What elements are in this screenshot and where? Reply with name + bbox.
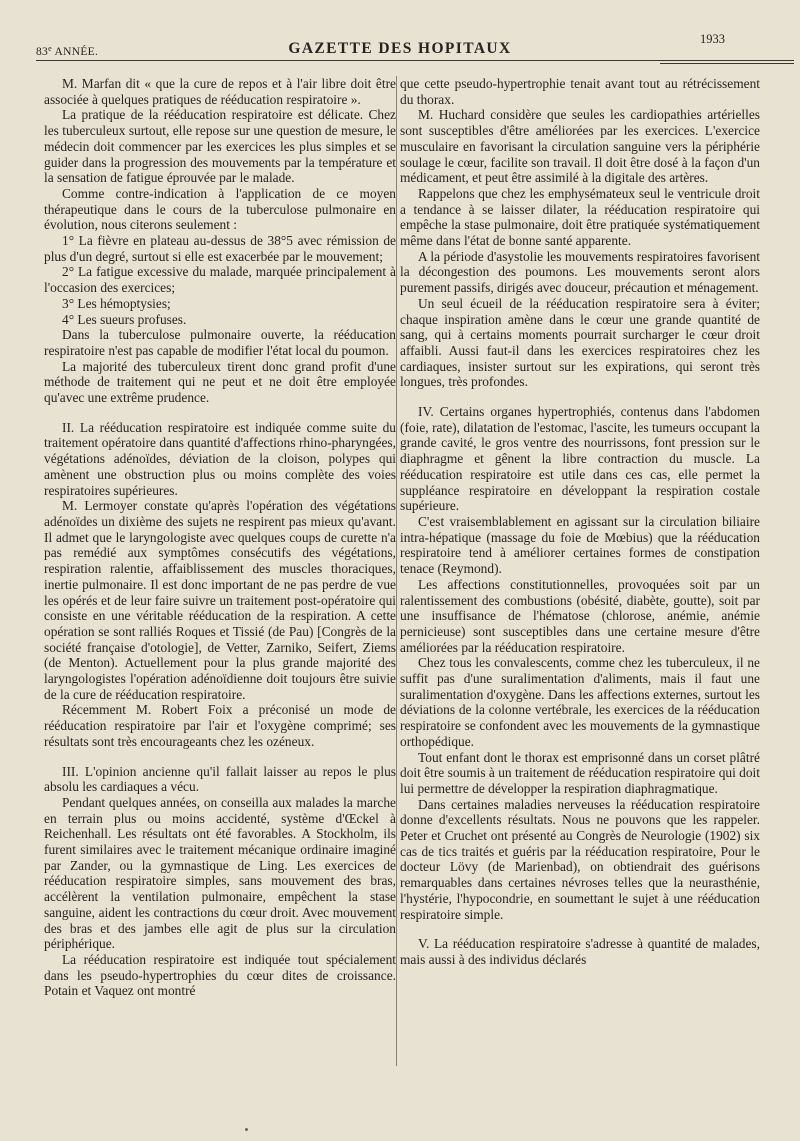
paragraph: C'est vraisemblablement en agissant sur la circulation biliaire intra-hépatique (massage du foie de Mœbius) que la rééducation respiratoire tend à améliorer certaines formes de constipation tenace (Reymond). [400, 513, 760, 577]
left-column [44, 76, 396, 999]
paragraph: M. Lermoyer constate qu'après l'opération des végétations adénoïdes un dixième des sujets ne respirent pas mieux qu'avant. Il admet que le laryngologiste avec quelques coups de curette n'a pas remédié aux symptômes consécutifs des végétations, respiration ralentie, affaiblissement des muscles thoraciques, inertie pulmonaire. Il est donc important de ne pas perdre de vue les opérés et de leur faire suivre un traitement post-opératoire qui consiste en une véritable rééducation de la respiration. A cette opération se sont ralliés Roques et Tissié (de Pau) [Congrès de la société française d'otologie], de Vetter, Zarniko, Seifert, Ziems (de Menton). Actuellement pour la plus grande majorité des laryngologistes l'opération adénoïdienne doit toujours être suivie de la cure de rééducation respiratoire. [44, 498, 396, 702]
paragraph: que cette pseudo-hypertrophie tenait avant tout au rétrécissement du thorax. [400, 76, 760, 107]
list-item: 4° Les sueurs profuses. [62, 311, 187, 327]
paragraph: M. Marfan dit « que la cure de repos et à l'air libre doit être associée à quelques pratiques de rééducation respiratoire ». [44, 76, 396, 107]
paragraph: Rappelons que chez les emphysémateux seul le ventricule droit a tendance à se laisser dilater, la rééducation respiratoire qui empêche la stase pulmonaire, doit être pratiquée systématiquement même dans l'état de bonne santé apparente. [400, 185, 760, 249]
page-number: 1933 [700, 32, 725, 46]
paragraph: Un seul écueil de la rééducation respiratoire sera à éviter; chaque inspiration amène dans le cœur une grande quantité de sang, qui à certains moments pourrait surcharger le cœur droit affaibli. Aussi faut-il dans les exercices respiratoires chez les cardiaques, insister surtout sur les expirations, qui seront très longues, très profondes. [400, 295, 760, 390]
paragraph: M. Huchard considère que seules les cardiopathies artérielles sont susceptibles d'être améliorées par les exercices. L'exercice musculaire en favorisant la circulation sanguine vers la périphérie soulage le cœur, facilite son travail. Il doit être dosé à la façon d'un médicament, et peut être assimilé à la digitale des artères. [400, 107, 760, 186]
section-paragraph: V. La rééducation respiratoire s'adresse à quantité de malades, mais aussi à des individus déclarés [400, 936, 760, 967]
list-item: 2° La fatigue excessive du malade, marquée principalement à l'occasion des exercices; [44, 264, 396, 296]
paragraph: A la période d'asystolie les mouvements respiratoires favorisent la décongestion des poumons. Les mouvements seront alors purement passifs, dirigés avec douceur, précaution et ménagement. [400, 248, 760, 296]
paragraph: Les affections constitutionnelles, provoquées soit par un ralentissement des combustions (obésité, diabète, goutte), soit par une insuffisance de l'hématose (chlorose, anémie, anémie pernicieuse) sont susceptibles dans une certaine mesure d'être améliorées par la rééducation respiratoire. [400, 576, 760, 655]
paragraph: La pratique de la rééducation respiratoire est délicate. Chez les tuberculeux surtout, elle repose sur une question de mesure, le médecin doit commencer par les exercices les plus simples et se guider dans la progression des mouvements par la température et la sensation de fatigue éprouvée par le malade. [44, 107, 396, 186]
paragraph: Tout enfant dont le thorax est emprisonné dans un corset plâtré doit être soumis à un traitement de rééducation respiratoire qui doit lui permettre de développer la respiration diaphragmatique. [400, 749, 760, 796]
section-paragraph: III. L'opinion ancienne qu'il fallait laisser au repos le plus absolu les cardiaques a vécu. [44, 763, 396, 795]
right-column [400, 76, 760, 968]
header-rule-double [660, 63, 794, 64]
header-rule [36, 60, 794, 61]
paragraph: Récemment M. Robert Foix a préconisé un mode de rééducation respiratoire par l'air et l'oxygène comprimé; ses résultats sont très encourageants chez les ozéneux. [44, 702, 396, 749]
list-item: 1° La fièvre en plateau au-dessus de 38°5 avec rémission de plus d'un degré, surtout si elle est exacerbée par le mouvement; [44, 233, 396, 264]
section-paragraph: II. La rééducation respiratoire est indiquée comme suite du traitement opératoire dans quantité d'affections rhino-pharyngées, végétations adénoïdes, déviation de la cloison, polypes qui amènent une obstruction plus ou moins complète des voies respiratoires supérieures. [44, 419, 396, 498]
paragraph: La majorité des tuberculeux tirent donc grand profit d'une méthode de traitement qui ne peut et ne doit être employée qu'avec une extrême prudence. [44, 358, 396, 406]
print-speck [245, 1128, 248, 1131]
journal-title: GAZETTE DES HOPITAUX [288, 40, 512, 57]
list-item: 3° Les hémoptysies; [62, 295, 171, 311]
section-paragraph: IV. Certains organes hypertrophiés, contenus dans l'abdomen (foie, rate), dilatation de l'estomac, l'ascite, les tumeurs occupant la grande cavité, le gros ventre des nourrissons, font pression sur le diaphragme et gênent la libre contraction du muscle. La rééducation respiratoire est utile dans ces cas, elle permet la suppléance respiratoire en développant la respiration costale supérieure. [400, 404, 760, 514]
paragraph: Pendant quelques années, on conseilla aux malades la marche en terrain plus ou moins accidenté, système d'Œckel à Reichenhall. Les résultats ont été favorables. A Stockholm, ils furent similaires avec le traitement mécanique ordinaire imaginé par Zander, ou la gymnastique de Ling. Les exercices de rééducation respiratoire simples, sans mouvement des bras, accélèrent la ventilation pulmonaire, empêchent la stase sanguine, aident les contractions du cœur droit. Avec mouvement des bras et des jambes elle agit de plus sur la circulation périphérique. [44, 794, 396, 952]
edition-number: 83 [36, 46, 49, 58]
column-divider [396, 76, 397, 1066]
paragraph: Dans la tuberculose pulmonaire ouverte, la rééducation respiratoire n'est pas capable de modifier l'état local du poumon. [44, 327, 396, 358]
paragraph: Dans certaines maladies nerveuses la rééducation respiratoire donne d'excellents résultats. Nous ne pouvons que les rappeler. Peter et Cruchet ont présenté au Congrès de Neurologie (1902) six cas de tics traités et guéris par la rééducation respiratoire, Pour le docteur Lövy (de Marienbad), on obtiendrait des guérisons remarquables dans certaines névroses telles que la neurasthénie, l'hystérie, l'hypocondrie, en soumettant le sujet à une rééducation respiratoire simple. [400, 796, 760, 922]
paragraph: Comme contre-indication à l'application de ce moyen thérapeutique dans le cours de la tuberculose pulmonaire en évolution, nous citerons seulement : [44, 185, 396, 233]
paragraph: Chez tous les convalescents, comme chez les tuberculeux, il ne suffit pas d'une suralimentation d'aliments, mais il faut une suralimentation d'oxygène. Dans les affections externes, surtout les déviations de la colonne vertébrale, les exercices de la rééducation respiratoire se confondent avec les mouvements de la gymnastique orthopédique. [400, 655, 760, 749]
edition-superscript: e [48, 44, 52, 53]
edition-word: ANNÉE. [51, 46, 99, 58]
paragraph: La rééducation respiratoire est indiquée tout spécialement dans les pseudo-hypertrophies du cœur dites de croissance. Potain et Vaquez ont montré [44, 951, 396, 999]
